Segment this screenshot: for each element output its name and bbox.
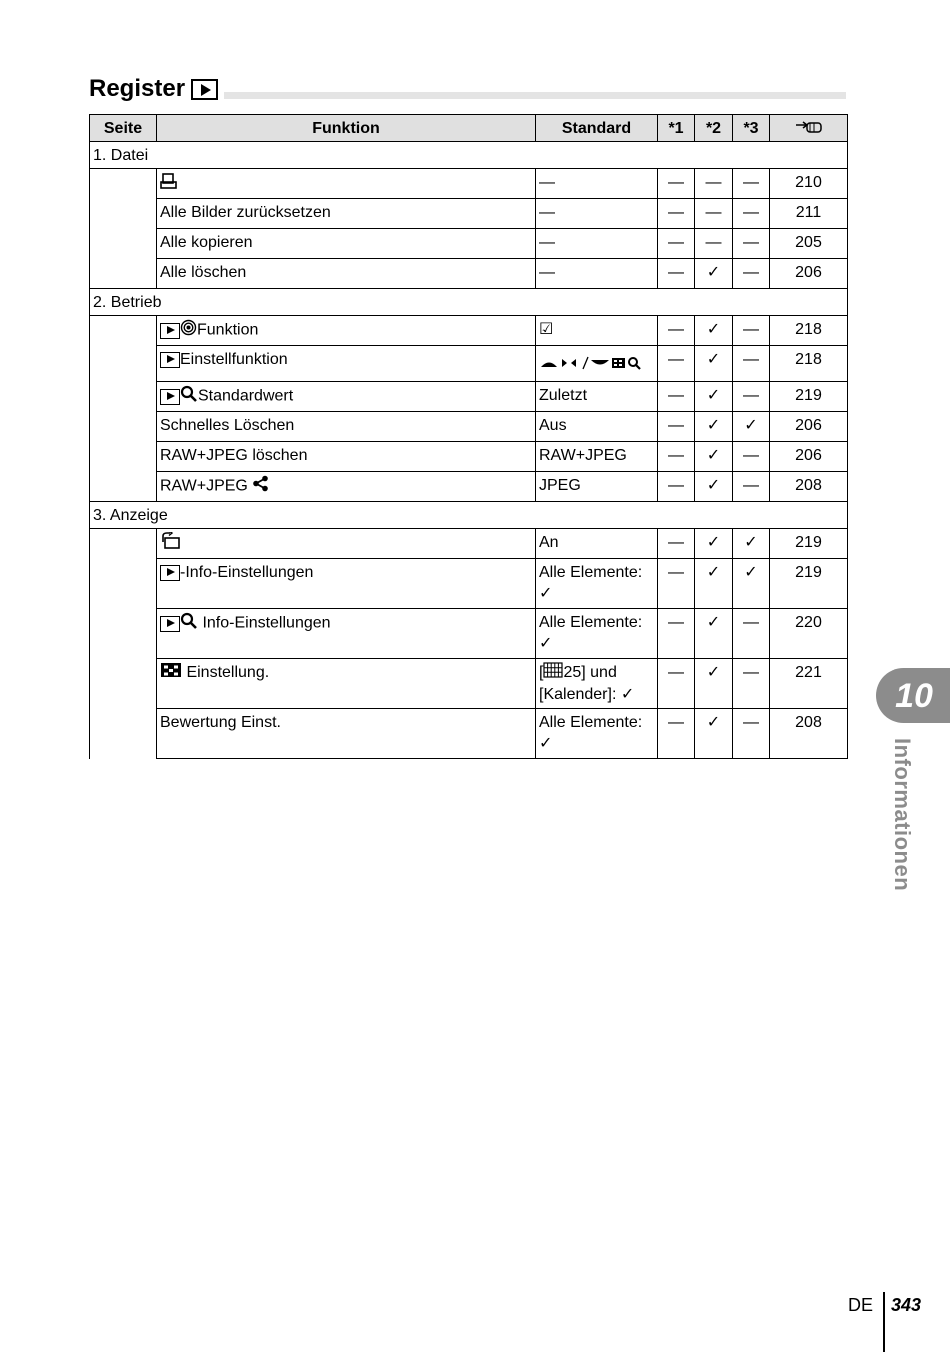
star3-cell: —	[733, 442, 770, 472]
table-row	[90, 382, 848, 412]
star2-cell: ✓	[695, 559, 733, 609]
hand-pointer-icon	[795, 118, 823, 139]
function-cell: Alle kopieren	[157, 229, 536, 259]
function-cell: Bewertung Einst.	[157, 709, 536, 759]
function-text: Einstellfunktion	[180, 351, 288, 368]
standard-cell	[536, 609, 658, 659]
chapter-label: Informationen	[890, 738, 915, 892]
page-cell: 219	[770, 559, 848, 609]
star2-cell: ✓	[695, 382, 733, 412]
table-header-row	[90, 115, 848, 142]
star3-cell: —	[733, 259, 770, 289]
standard-cell: Zuletzt	[536, 382, 658, 412]
footer-divider	[883, 1292, 885, 1352]
index-grid-icon	[160, 662, 182, 684]
table-row	[90, 529, 848, 559]
page-cell: 208	[770, 472, 848, 502]
page-title-text: Register	[89, 75, 186, 102]
page-cell: 210	[770, 169, 848, 199]
print-order-icon	[160, 172, 178, 196]
standard-cell: —	[536, 169, 658, 199]
seite-cell	[90, 316, 157, 502]
star2-cell: —	[695, 229, 733, 259]
star3-cell: —	[733, 709, 770, 759]
standard-line2: [Kalender]: ✓	[539, 686, 635, 703]
star1-cell: —	[658, 529, 695, 559]
star3-cell: —	[733, 382, 770, 412]
star3-cell: ✓	[733, 529, 770, 559]
page-cell: 221	[770, 659, 848, 709]
page-cell: 218	[770, 316, 848, 346]
zoom-icon	[180, 385, 198, 408]
footer-language: DE	[848, 1295, 874, 1315]
page-cell: 206	[770, 442, 848, 472]
section-label: 2. Betrieb	[90, 289, 848, 316]
star3-cell: ✓	[733, 559, 770, 609]
function-text: Funktion	[197, 321, 259, 339]
chapter-number: 10	[895, 677, 933, 715]
table-row	[90, 346, 848, 382]
star3-cell: —	[733, 659, 770, 709]
star1-cell: —	[658, 472, 695, 502]
star1-cell: —	[658, 346, 695, 382]
standard-grid-text: 25] und	[563, 664, 617, 682]
heading-rule	[224, 92, 846, 99]
header-funktion: Funktion	[157, 115, 536, 142]
zoom-icon	[180, 612, 198, 635]
star1-cell: —	[658, 169, 695, 199]
star3-cell: —	[733, 609, 770, 659]
function-cell	[157, 382, 536, 412]
star2-cell: ✓	[695, 316, 733, 346]
header-reference	[770, 115, 848, 142]
table-row	[90, 609, 848, 659]
standard-line1: Alle Elemente:	[539, 714, 643, 731]
play-icon	[160, 565, 180, 581]
standard-cell: Aus	[536, 412, 658, 442]
function-text: Info-Einstellungen	[198, 614, 331, 632]
table-row	[90, 259, 848, 289]
play-icon	[191, 79, 218, 100]
play-icon	[160, 616, 180, 632]
header-seite: Seite	[90, 115, 157, 142]
function-cell: Alle Bilder zurücksetzen	[157, 199, 536, 229]
page-cell: 206	[770, 259, 848, 289]
star1-cell: —	[658, 199, 695, 229]
star2-cell: ✓	[695, 346, 733, 382]
section-row-datei	[90, 142, 848, 169]
share-icon	[252, 475, 269, 498]
function-cell	[157, 609, 536, 659]
star2-cell: ✓	[695, 442, 733, 472]
star2-cell: ✓	[695, 709, 733, 759]
star2-cell: ✓	[695, 259, 733, 289]
standard-cell: RAW+JPEG	[536, 442, 658, 472]
page-heading	[89, 72, 846, 102]
page-cell: 219	[770, 382, 848, 412]
page-cell: 208	[770, 709, 848, 759]
star3-cell: —	[733, 316, 770, 346]
seite-cell	[90, 169, 157, 289]
star3-cell: —	[733, 346, 770, 382]
function-cell	[157, 346, 536, 382]
star3-cell: —	[733, 229, 770, 259]
table-row	[90, 229, 848, 259]
page-cell: 219	[770, 529, 848, 559]
standard-cell: ☑	[536, 316, 658, 346]
standard-line1: Alle Elemente:	[539, 564, 643, 581]
standard-line2: ✓	[539, 735, 553, 752]
table-row	[90, 169, 848, 199]
section-row-betrieb	[90, 289, 848, 316]
header-star2: *2	[695, 115, 733, 142]
function-text: RAW+JPEG	[160, 477, 248, 495]
star1-cell: —	[658, 259, 695, 289]
table-row	[90, 412, 848, 442]
star2-cell: —	[695, 199, 733, 229]
star3-cell: —	[733, 472, 770, 502]
table-row	[90, 199, 848, 229]
standard-cell: JPEG	[536, 472, 658, 502]
standard-cell: —	[536, 259, 658, 289]
function-cell	[157, 472, 536, 502]
function-text: Standardwert	[198, 387, 294, 405]
function-cell	[157, 529, 536, 559]
standard-line1: Alle Elemente:	[539, 614, 643, 631]
section-label: 1. Datei	[90, 142, 848, 169]
play-icon	[160, 389, 180, 405]
star3-cell: —	[733, 199, 770, 229]
footer-page-number: 343	[891, 1295, 922, 1315]
seite-cell	[90, 529, 157, 759]
standard-cell	[536, 709, 658, 759]
function-text: -Info-Einstellungen	[180, 564, 314, 581]
target-icon	[180, 319, 197, 342]
play-icon	[160, 323, 180, 339]
star2-cell: ✓	[695, 529, 733, 559]
star2-cell: ✓	[695, 609, 733, 659]
star2-cell: ✓	[695, 472, 733, 502]
register-table	[89, 114, 848, 759]
function-cell: RAW+JPEG löschen	[157, 442, 536, 472]
page-cell: 211	[770, 199, 848, 229]
star1-cell: —	[658, 229, 695, 259]
section-label: 3. Anzeige	[90, 502, 848, 529]
star2-cell: ✓	[695, 412, 733, 442]
standard-cell: —	[536, 229, 658, 259]
standard-line2: ✓	[539, 635, 553, 652]
table-row	[90, 442, 848, 472]
star1-cell: —	[658, 382, 695, 412]
table-row	[90, 559, 848, 609]
page-cell: 205	[770, 229, 848, 259]
function-cell: Schnelles Löschen	[157, 412, 536, 442]
standard-bracket: [	[539, 664, 544, 682]
dial-arrows-index-zoom-icons	[539, 355, 649, 376]
play-icon	[160, 352, 180, 368]
standard-cell: —	[536, 199, 658, 229]
function-cell: Alle löschen	[157, 259, 536, 289]
star1-cell: —	[658, 559, 695, 609]
function-text: Einstellung.	[182, 664, 270, 682]
function-cell	[157, 659, 536, 709]
star1-cell: —	[658, 316, 695, 346]
table-row	[90, 316, 848, 346]
standard-cell: An	[536, 529, 658, 559]
star1-cell: —	[658, 412, 695, 442]
header-standard: Standard	[536, 115, 658, 142]
standard-line1	[539, 662, 654, 684]
standard-cell	[536, 346, 658, 382]
table-row	[90, 472, 848, 502]
rotate-icon	[160, 532, 182, 556]
star1-cell: —	[658, 709, 695, 759]
star2-cell: ✓	[695, 659, 733, 709]
page-cell: 206	[770, 412, 848, 442]
star1-cell: —	[658, 609, 695, 659]
function-cell	[157, 559, 536, 609]
table-row	[90, 659, 848, 709]
star1-cell: —	[658, 442, 695, 472]
star2-cell: —	[695, 169, 733, 199]
page-cell: 220	[770, 609, 848, 659]
function-cell	[157, 169, 536, 199]
header-star1: *1	[658, 115, 695, 142]
section-row-anzeige	[90, 502, 848, 529]
page-cell: 218	[770, 346, 848, 382]
star1-cell: —	[658, 659, 695, 709]
standard-line2: ✓	[539, 585, 553, 602]
header-star3: *3	[733, 115, 770, 142]
grid-25-icon	[543, 662, 563, 684]
star3-cell: ✓	[733, 412, 770, 442]
standard-cell	[536, 659, 658, 709]
function-cell	[157, 316, 536, 346]
table-row	[90, 709, 848, 759]
standard-cell	[536, 559, 658, 609]
star3-cell: —	[733, 169, 770, 199]
page-title	[89, 76, 218, 102]
